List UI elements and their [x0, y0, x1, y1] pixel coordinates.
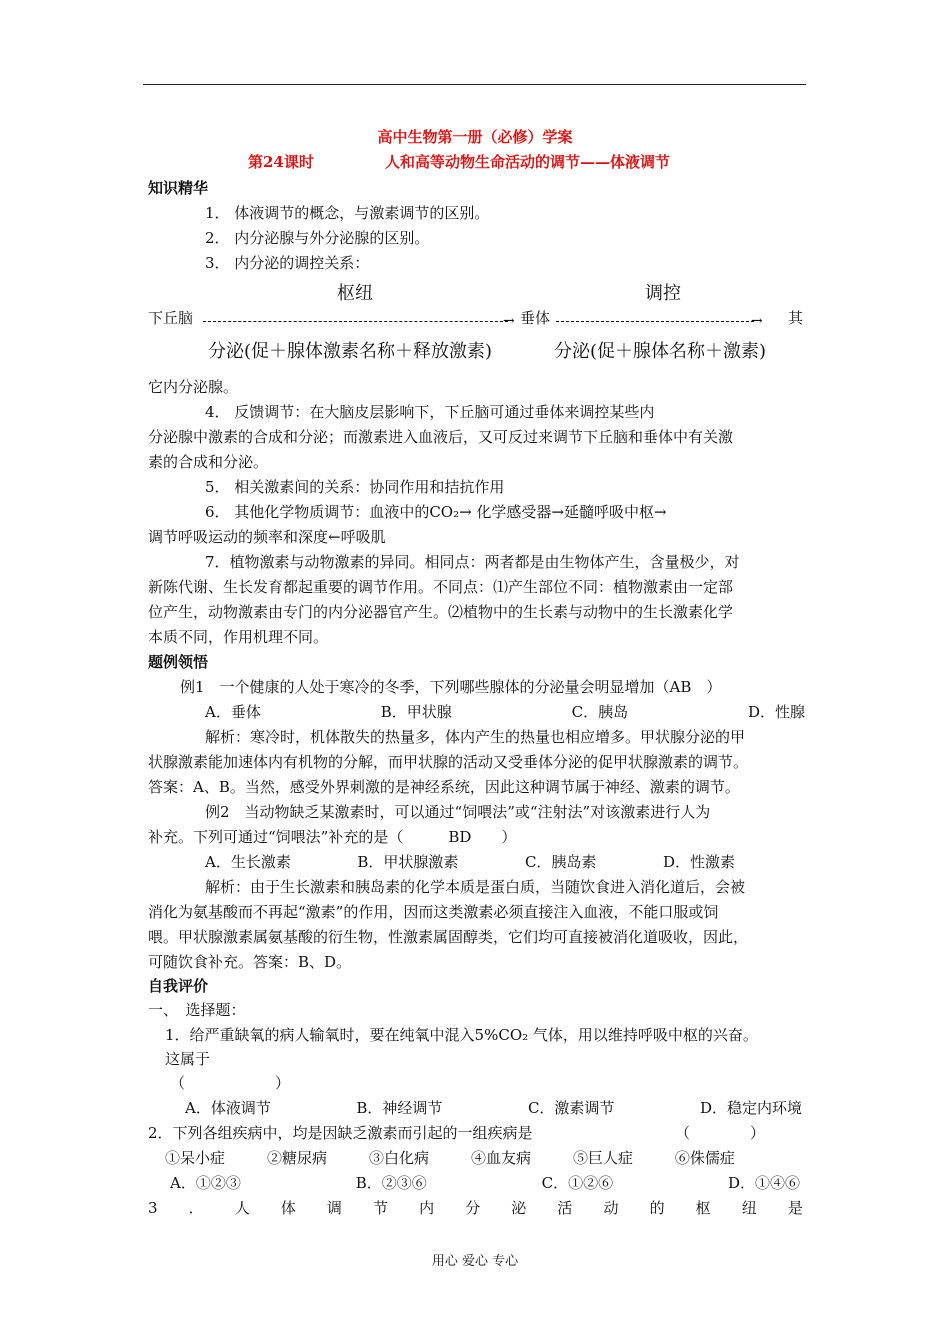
arrow-right-icon: → — [751, 313, 763, 329]
example1-analysis-3: 答案：A、B。当然，感受外界刺激的是神经系统，因此这种调节属于神经、激素的调节。 — [148, 778, 740, 796]
example2-question-2: 补充。下列可通过“饲喂法”补充的是（ BD ） — [148, 828, 517, 846]
quiz-q1-options — [185, 1098, 802, 1118]
knowledge-p7b: 新陈代谢、生长发育都起重要的调节作用。不同点：⑴产生部位不同：植物激素由一定部 — [148, 578, 734, 596]
diagram-arrow-2 — [556, 321, 754, 322]
list-item: ①呆小症 — [165, 1149, 226, 1167]
diagram-node-pituitary: 垂体 — [520, 309, 551, 327]
arrow-right-icon: → — [503, 313, 515, 329]
example2-question-1: 例2 当动物缺乏某激素时，可以通过“饲喂法”或“注射法”对该激素进行人为 — [205, 803, 711, 821]
example2-options — [205, 852, 735, 872]
knowledge-p4b: 分泌腺中激素的合成和分泌；而激素进入血液后，又可反过来调节下丘脑和垂体中有关激 — [148, 428, 734, 446]
page-footer: 用心 爱心 专心 — [431, 1254, 519, 1269]
diagram-arrow-1 — [203, 321, 508, 322]
section-examples: 题例领悟 — [148, 653, 209, 671]
q3-char: 纽 — [741, 1199, 757, 1217]
q3-char: 人 — [234, 1199, 250, 1217]
q3-char: 节 — [373, 1199, 389, 1217]
example2-analysis-4: 可随饮食补充。答案：B、D。 — [148, 953, 352, 971]
quiz-q1-line1: 1．给严重缺氧的病人输氧时，要在纯氧中混入5%CO₂ 气体，用以维持呼吸中枢的兴奋。 — [165, 1026, 758, 1044]
knowledge-p7a: 7．植物激素与动物激素的异同。相同点：两者都是由生物体产生，含量极少，对 — [205, 553, 740, 571]
q3-char: 是 — [787, 1199, 803, 1217]
q3-char: 体 — [280, 1199, 296, 1217]
quiz-q3-justified — [148, 1198, 803, 1218]
option-c: C．①②⑥ — [541, 1174, 614, 1192]
q3-char: 3 — [148, 1199, 158, 1217]
option-d: D．①④⑥ — [727, 1174, 800, 1192]
quiz-q1-line2: 这属于 — [165, 1050, 211, 1068]
example1-analysis-2: 状腺激素能加速体内有机物的分解，而甲状腺的活动又受垂体分泌的促甲状腺激素的调节。 — [148, 753, 749, 771]
lesson-number: 第24课时 — [248, 153, 314, 171]
example2-analysis-2: 消化为氨基酸而不再起“激素”的作用，因而这类激素必须直接注入血液，不能口服或饲 — [148, 903, 719, 921]
quiz-q2-answer-blank: （ ） — [675, 1124, 766, 1142]
knowledge-p5: 5． 相关激素间的关系：协同作用和拮抗作用 — [205, 478, 505, 496]
knowledge-p3-tail: 它内分泌腺。 — [148, 378, 239, 396]
option-c: C．胰岛素 — [524, 853, 597, 871]
q3-char: 枢 — [695, 1199, 711, 1217]
quiz-q2-options — [170, 1173, 800, 1193]
example2-analysis-1: 解析：由于生长激素和胰岛素的化学本质是蛋白质，当随饮食进入消化道后，会被 — [205, 878, 746, 896]
option-c: C．胰岛 — [571, 703, 629, 721]
option-c: C．激素调节 — [527, 1099, 615, 1117]
q3-char: 分 — [465, 1199, 481, 1217]
option-b: B．甲状腺激素 — [357, 853, 459, 871]
q3-char: 泌 — [511, 1199, 527, 1217]
diagram-label-regulate: 调控 — [645, 283, 681, 304]
list-item: ②糖尿病 — [266, 1149, 327, 1167]
knowledge-p1: 1． 体液调节的概念，与激素调节的区别。 — [205, 204, 490, 222]
example1-question: 例1 一个健康的人处于寒冷的冬季，下列哪些腺体的分泌量会明显增加（AB ） — [180, 678, 722, 696]
q3-char: 动 — [603, 1199, 619, 1217]
option-a: A．生长激素 — [205, 853, 291, 871]
knowledge-p4c: 素的合成和分泌。 — [148, 453, 269, 471]
knowledge-p7c: 位产生，动物激素由专门的内分泌器官产生。⑵植物中的生长素与动物中的生长激素化学 — [148, 603, 734, 621]
option-d: D．性激素 — [662, 853, 735, 871]
q3-char: 内 — [419, 1199, 435, 1217]
knowledge-p7d: 本质不同，作用机理不同。 — [148, 628, 329, 646]
option-b: B．神经调节 — [356, 1099, 443, 1117]
option-b: B．甲状腺 — [380, 703, 452, 721]
example2-analysis-3: 喂。甲状腺激素属氨基酸的衍生物，性激素属固醇类，它们均可直接被消化道吸收，因此， — [148, 928, 749, 946]
option-a: A．体液调节 — [185, 1099, 271, 1117]
option-d: D．稳定内环境 — [699, 1099, 802, 1117]
knowledge-p6a: 6． 其他化学物质调节：血液中的CO₂→ 化学感受器→延髓呼吸中枢→ — [205, 503, 667, 521]
section-self-eval: 自我评价 — [148, 977, 209, 995]
q3-char: 活 — [557, 1199, 573, 1217]
list-item: ⑤巨人症 — [572, 1149, 633, 1167]
header-rule — [143, 84, 806, 85]
q3-char: 的 — [649, 1199, 665, 1217]
example1-options — [205, 702, 805, 722]
q3-char: ． — [188, 1199, 204, 1217]
diagram-node-hypothalamus: 下丘脑 — [148, 309, 194, 327]
diagram-label-hub: 枢纽 — [337, 283, 373, 304]
option-b: B．②③⑥ — [355, 1174, 427, 1192]
knowledge-p4a: 4． 反馈调节：在大脑皮层影响下，下丘脑可通过垂体来调控某些内 — [205, 403, 655, 421]
knowledge-p2: 2． 内分泌腺与外分泌腺的区别。 — [205, 229, 430, 247]
quiz-q1-answer-blank: （ ） — [170, 1074, 291, 1092]
list-item: ⑥侏儒症 — [674, 1149, 735, 1167]
knowledge-p3: 3． 内分泌的调控关系： — [205, 254, 370, 272]
quiz-q2: 2．下列各组疾病中，均是因缺乏激素而引起的一组疾病是 — [148, 1124, 533, 1142]
option-d: D．性腺 — [747, 703, 805, 721]
example1-analysis-1: 解析：寒冷时，机体散失的热量多，体内产生的热量也相应增多。甲状腺分泌的甲 — [205, 728, 746, 746]
section-knowledge: 知识精华 — [148, 179, 209, 197]
doc-title: 高中生物第一册（必修）学案 — [377, 128, 573, 146]
lesson-subtitle: 人和高等动物生命活动的调节——体液调节 — [385, 153, 671, 171]
list-item: ③白化病 — [368, 1149, 429, 1167]
knowledge-p6b: 调节呼吸运动的频率和深度←呼吸肌 — [148, 528, 386, 546]
option-a: A．①②③ — [170, 1174, 241, 1192]
quiz-part-heading: 一、 选择题： — [148, 1001, 246, 1019]
q3-char: 调 — [326, 1199, 342, 1217]
diagram-sub-2: 分泌(促＋腺体名称＋激素) — [554, 341, 767, 362]
option-a: A．垂体 — [205, 703, 261, 721]
diagram-sub-1: 分泌(促＋腺体激素名称＋释放激素) — [208, 341, 493, 362]
diagram-node-other: 其 — [788, 309, 804, 327]
list-item: ④血友病 — [470, 1149, 531, 1167]
quiz-q2-items — [165, 1148, 735, 1168]
